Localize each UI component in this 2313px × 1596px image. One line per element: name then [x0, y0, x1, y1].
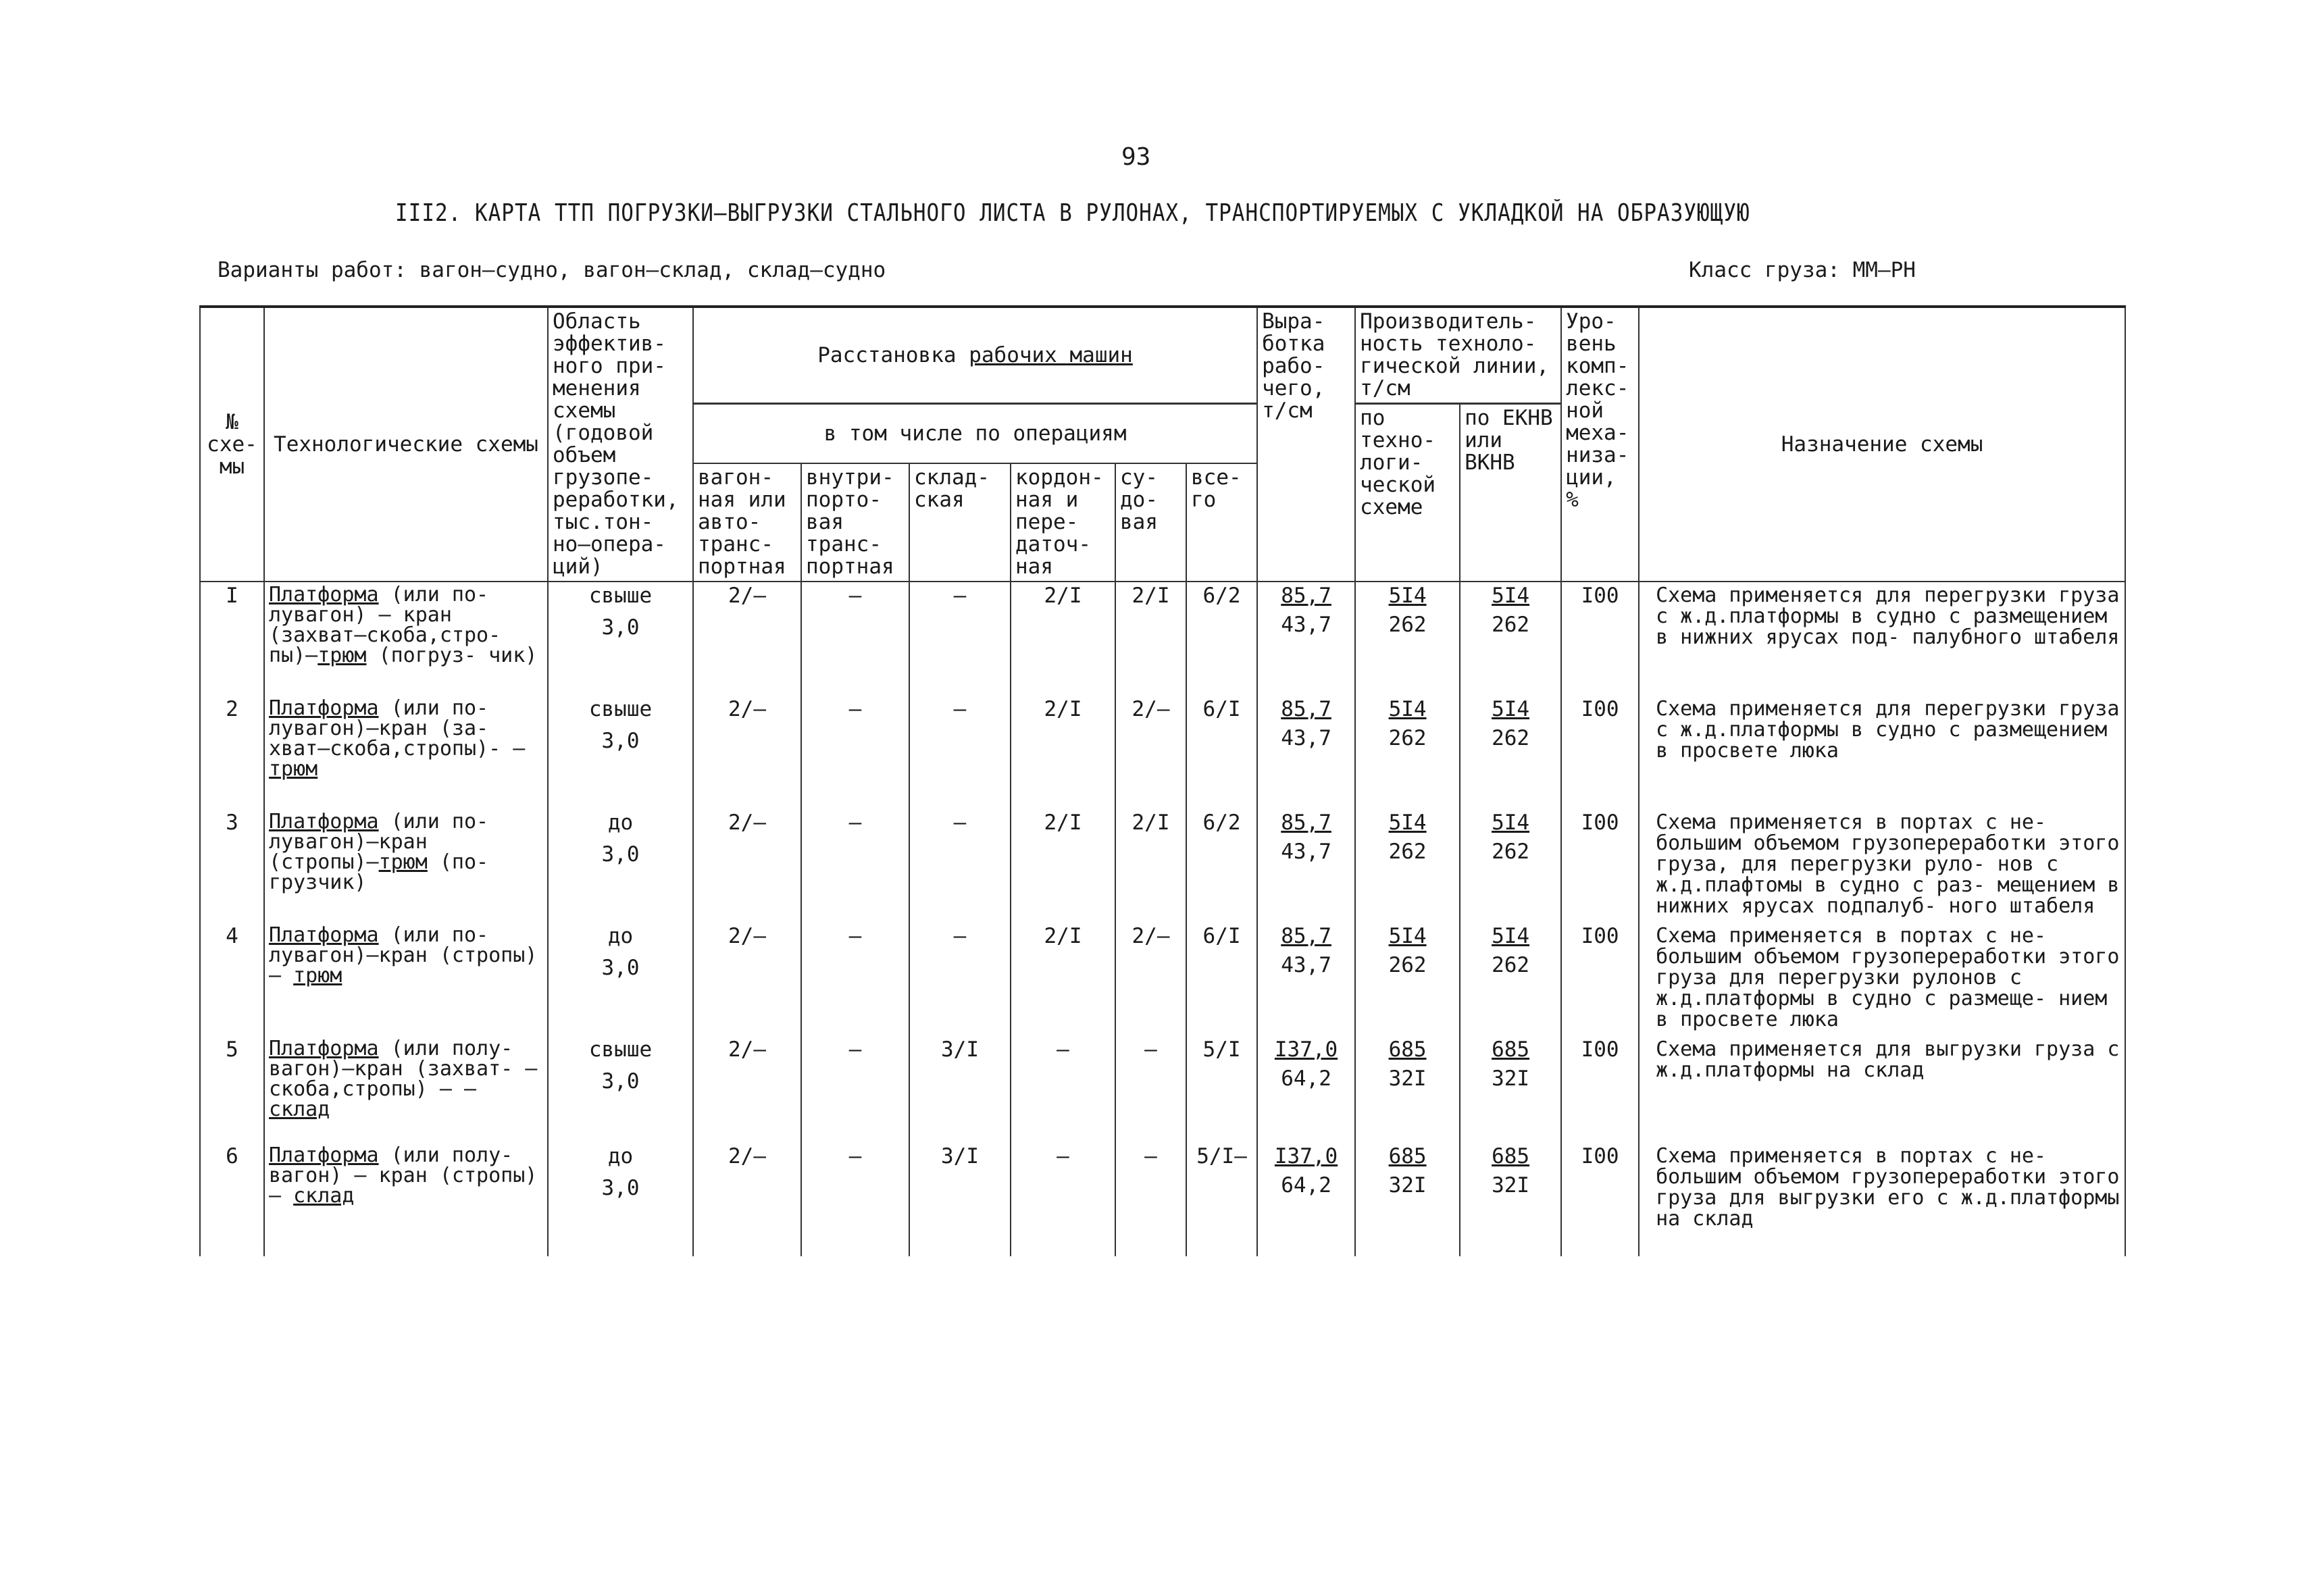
- row-op-internal: –: [801, 582, 909, 696]
- output-numerator: I37,0: [1274, 1037, 1338, 1062]
- prod-tech-numerator: 5I4: [1388, 584, 1427, 608]
- row-scheme: [264, 696, 548, 809]
- scheme-start: Платформа: [269, 1037, 379, 1060]
- output-denominator: 43,7: [1281, 613, 1331, 637]
- area-value: 3,0: [601, 842, 640, 867]
- header-line-productivity: Производитель- ность техноло- гической линии, т/см: [1355, 307, 1561, 404]
- row-mechanization: I00: [1561, 1143, 1639, 1256]
- scheme-middle: (или по- лувагон)–кран (стропы)–: [269, 810, 489, 874]
- header-technological-schemes: Технологические схемы: [264, 307, 548, 582]
- header-placement-label: Расстановка: [817, 342, 957, 367]
- scheme-middle: (или по- лувагон)–кран (за- хват–скоба,стропы)- –: [269, 696, 526, 761]
- header-application-area: Область эффектив- ного при- менения схемы (годовой объем грузопе- реработки, тыс.тон- но–опера- ций): [548, 307, 693, 582]
- row-scheme: [264, 923, 548, 1036]
- prod-eknv-numerator: 5I4: [1492, 810, 1530, 835]
- row-number: I: [200, 582, 264, 696]
- header-machine-placement: [693, 307, 1257, 404]
- prod-eknv-denominator: 262: [1492, 726, 1530, 750]
- prod-eknv-denominator: 32I: [1492, 1173, 1530, 1198]
- row-number: 6: [200, 1143, 264, 1256]
- row-purpose: Схема применяется для выгрузки груза с ж.д.платформы на склад: [1639, 1036, 2125, 1143]
- row-mechanization: I00: [1561, 923, 1639, 1036]
- header-op-total: все- го: [1186, 463, 1257, 582]
- table-row: [200, 582, 2125, 696]
- row-scheme: [264, 1143, 548, 1256]
- row-number: 2: [200, 696, 264, 809]
- scheme-tail: (погруз- чик): [366, 644, 538, 667]
- area-value: 3,0: [601, 615, 640, 640]
- scheme-middle: (или полу- вагон) – кран (стропы) –: [269, 1143, 538, 1208]
- row-area: [548, 923, 693, 1036]
- output-numerator: I37,0: [1274, 1144, 1338, 1168]
- row-op-warehouse: –: [909, 809, 1011, 923]
- prod-tech-numerator: 685: [1388, 1144, 1427, 1168]
- scheme-start: Платформа: [269, 583, 379, 607]
- area-qualifier: свыше: [588, 584, 653, 608]
- header-scheme-purpose: Назначение схемы: [1639, 307, 2125, 582]
- header-op-wagon: вагон- ная или авто- транс- портная: [693, 463, 801, 582]
- row-op-cordon: 2/I: [1011, 809, 1115, 923]
- row-prod-tech: [1355, 809, 1460, 923]
- prod-tech-denominator: 262: [1388, 613, 1427, 637]
- row-prod-eknv: [1460, 809, 1561, 923]
- row-mechanization: I00: [1561, 809, 1639, 923]
- scheme-end: трюм: [293, 964, 342, 987]
- prod-eknv-numerator: 5I4: [1492, 924, 1530, 948]
- row-output: [1257, 809, 1355, 923]
- row-prod-tech: [1355, 696, 1460, 809]
- row-op-ship: –: [1115, 1036, 1186, 1143]
- area-value: 3,0: [601, 729, 640, 753]
- header-op-internal: внутри- порто- вая транс- портная: [801, 463, 909, 582]
- row-op-wagon: 2/–: [693, 1036, 801, 1143]
- output-denominator: 64,2: [1281, 1066, 1331, 1091]
- scheme-middle: (или по- лувагон) – кран (захват–скоба,стро- пы)–: [269, 583, 501, 667]
- row-op-warehouse: –: [909, 923, 1011, 1036]
- row-prod-tech: [1355, 1143, 1460, 1256]
- row-mechanization: I00: [1561, 696, 1639, 809]
- row-area: [548, 809, 693, 923]
- prod-tech-numerator: 5I4: [1388, 810, 1427, 835]
- row-op-internal: –: [801, 696, 909, 809]
- output-denominator: 43,7: [1281, 953, 1331, 977]
- output-denominator: 43,7: [1281, 726, 1331, 750]
- row-number: 5: [200, 1036, 264, 1143]
- row-mechanization: I00: [1561, 582, 1639, 696]
- table-row: [200, 1143, 2125, 1256]
- scheme-middle: (или полу- вагон)–кран (захват- –скоба,стропы) – –: [269, 1037, 538, 1101]
- area-qualifier: до: [607, 1144, 634, 1168]
- area-qualifier: до: [607, 924, 634, 948]
- area-value: 3,0: [601, 1069, 640, 1093]
- header-op-cordon: кордон- ная и пере- даточ- ная: [1011, 463, 1115, 582]
- row-output: [1257, 696, 1355, 809]
- row-op-internal: –: [801, 1036, 909, 1143]
- row-op-ship: 2/I: [1115, 809, 1186, 923]
- output-numerator: 85,7: [1281, 584, 1331, 608]
- header-prod-by-scheme: по техно- логи- ческой схеме: [1355, 404, 1460, 582]
- row-op-ship: 2/I: [1115, 582, 1186, 696]
- row-purpose: Схема применяется для перегрузки груза с ж.д.платформы в судно с размещением в просвете люка: [1639, 696, 2125, 809]
- row-purpose: Схема применяется в портах с не- большим объемом грузопереработки этого груза, для перегрузки руло- нов с ж.д.плафтомы в судно с раз- мещением в нижних ярусах подпалуб- ного штабеля: [1639, 809, 2125, 923]
- row-scheme: [264, 809, 548, 923]
- row-op-cordon: –: [1011, 1036, 1115, 1143]
- scheme-start: Платформа: [269, 1143, 379, 1167]
- header-worker-output: Выра- ботка рабо- чего, т/см: [1257, 307, 1355, 582]
- row-output: [1257, 1143, 1355, 1256]
- prod-tech-denominator: 262: [1388, 840, 1427, 864]
- prod-eknv-numerator: 5I4: [1492, 697, 1530, 721]
- area-value: 3,0: [601, 956, 640, 980]
- row-prod-eknv: [1460, 582, 1561, 696]
- row-mechanization: I00: [1561, 1036, 1639, 1143]
- row-prod-eknv: [1460, 1143, 1561, 1256]
- row-output: [1257, 1036, 1355, 1143]
- row-op-total: 6/2: [1186, 809, 1257, 923]
- row-purpose: Схема применяется в портах с не- большим объемом грузопереработки этого груза для перегрузки рулонов с ж.д.платформы в судно с размеще- нием в просвете люка: [1639, 923, 2125, 1036]
- table-row: [200, 696, 2125, 809]
- row-area: [548, 582, 693, 696]
- table-row: [200, 923, 2125, 1036]
- ttp-table: [199, 305, 2126, 1256]
- row-area: [548, 1143, 693, 1256]
- scheme-end: трюм: [269, 757, 318, 781]
- scheme-start: Платформа: [269, 810, 379, 833]
- row-op-wagon: 2/–: [693, 1143, 801, 1256]
- row-area: [548, 1036, 693, 1143]
- row-op-wagon: 2/–: [693, 696, 801, 809]
- output-numerator: 85,7: [1281, 924, 1331, 948]
- row-op-wagon: 2/–: [693, 809, 801, 923]
- prod-eknv-denominator: 262: [1492, 953, 1530, 977]
- page-number: 93: [1121, 143, 1151, 171]
- row-op-warehouse: 3/I: [909, 1036, 1011, 1143]
- header-mechanization-level: Уро- вень комп- лекс- ной меха- низа- ции, %: [1561, 307, 1639, 582]
- row-prod-eknv: [1460, 696, 1561, 809]
- row-area: [548, 696, 693, 809]
- row-op-internal: –: [801, 1143, 909, 1256]
- row-op-wagon: 2/–: [693, 582, 801, 696]
- output-denominator: 43,7: [1281, 840, 1331, 864]
- row-prod-tech: [1355, 1036, 1460, 1143]
- scheme-tail: (по- грузчик): [269, 850, 489, 894]
- header-op-warehouse: склад- ская: [909, 463, 1011, 582]
- prod-eknv-denominator: 262: [1492, 613, 1530, 637]
- output-numerator: 85,7: [1281, 697, 1331, 721]
- row-number: 4: [200, 923, 264, 1036]
- area-qualifier: свыше: [588, 1037, 653, 1062]
- row-op-ship: –: [1115, 1143, 1186, 1256]
- row-output: [1257, 923, 1355, 1036]
- scheme-start: Платформа: [269, 923, 379, 947]
- scheme-end: трюм: [317, 644, 367, 667]
- area-qualifier: до: [607, 810, 634, 835]
- header-scheme-number: № схе- мы: [200, 307, 264, 582]
- prod-tech-numerator: 5I4: [1388, 697, 1427, 721]
- row-op-total: 5/I–: [1186, 1143, 1257, 1256]
- row-scheme: [264, 582, 548, 696]
- row-op-cordon: 2/I: [1011, 582, 1115, 696]
- table-row: [200, 1036, 2125, 1143]
- prod-eknv-denominator: 262: [1492, 840, 1530, 864]
- prod-eknv-numerator: 5I4: [1492, 584, 1530, 608]
- header-prod-by-eknv: по ЕКНВ или ВКНВ: [1460, 404, 1561, 582]
- scheme-end: трюм: [378, 850, 428, 874]
- row-op-warehouse: 3/I: [909, 1143, 1011, 1256]
- row-op-total: 6/2: [1186, 582, 1257, 696]
- row-op-total: 6/I: [1186, 696, 1257, 809]
- row-op-wagon: 2/–: [693, 923, 801, 1036]
- row-prod-tech: [1355, 923, 1460, 1036]
- prod-tech-denominator: 32I: [1388, 1066, 1427, 1091]
- cargo-class: Класс груза: ММ–РН: [1689, 258, 1916, 282]
- row-output: [1257, 582, 1355, 696]
- row-op-warehouse: –: [909, 582, 1011, 696]
- prod-tech-numerator: 5I4: [1388, 924, 1427, 948]
- header-op-ship: су- до- вая: [1115, 463, 1186, 582]
- output-numerator: 85,7: [1281, 810, 1331, 835]
- row-op-warehouse: –: [909, 696, 1011, 809]
- scheme-middle: (или по- лувагон)–кран (стропы) –: [269, 923, 538, 987]
- row-prod-eknv: [1460, 923, 1561, 1036]
- row-number: 3: [200, 809, 264, 923]
- area-qualifier: свыше: [588, 697, 653, 721]
- prod-eknv-numerator: 685: [1492, 1037, 1530, 1062]
- prod-tech-denominator: 262: [1388, 726, 1427, 750]
- row-prod-eknv: [1460, 1036, 1561, 1143]
- row-op-internal: –: [801, 923, 909, 1036]
- prod-tech-denominator: 262: [1388, 953, 1427, 977]
- row-op-cordon: 2/I: [1011, 696, 1115, 809]
- prod-eknv-numerator: 685: [1492, 1144, 1530, 1168]
- scheme-start: Платформа: [269, 696, 379, 720]
- header-placement-machines: рабочих машин: [969, 342, 1133, 367]
- row-op-cordon: –: [1011, 1143, 1115, 1256]
- output-denominator: 64,2: [1281, 1173, 1331, 1198]
- row-prod-tech: [1355, 582, 1460, 696]
- scheme-end: склад: [293, 1184, 355, 1208]
- scheme-end: склад: [269, 1098, 330, 1121]
- row-op-total: 5/I: [1186, 1036, 1257, 1143]
- row-op-ship: 2/–: [1115, 696, 1186, 809]
- row-op-ship: 2/–: [1115, 923, 1186, 1036]
- header-by-operations: в том числе по операциям: [693, 404, 1257, 464]
- work-variants: Варианты работ: вагон–судно, вагон–склад, склад–судно: [218, 258, 886, 282]
- row-op-cordon: 2/I: [1011, 923, 1115, 1036]
- row-scheme: [264, 1036, 548, 1143]
- row-purpose: Схема применяется для перегрузки груза с ж.д.платформы в судно с размещением в нижних ярусах под- палубного штабеля: [1639, 582, 2125, 696]
- area-value: 3,0: [601, 1176, 640, 1200]
- document-title: III2. КАРТА ТТП ПОГРУЗКИ–ВЫГРУЗКИ СТАЛЬНОГО ЛИСТА В РУЛОНАХ, ТРАНСПОРТИРУЕМЫХ С УКЛАДКОЙ НА ОБРАЗУЮЩУЮ: [395, 199, 1750, 228]
- prod-tech-numerator: 685: [1388, 1037, 1427, 1062]
- table-row: [200, 809, 2125, 923]
- row-op-internal: –: [801, 809, 909, 923]
- prod-eknv-denominator: 32I: [1492, 1066, 1530, 1091]
- row-purpose: Схема применяется в портах с не- большим объемом грузопереработки этого груза для выгрузки его с ж.д.платформы на склад: [1639, 1143, 2125, 1256]
- prod-tech-denominator: 32I: [1388, 1173, 1427, 1198]
- row-op-total: 6/I: [1186, 923, 1257, 1036]
